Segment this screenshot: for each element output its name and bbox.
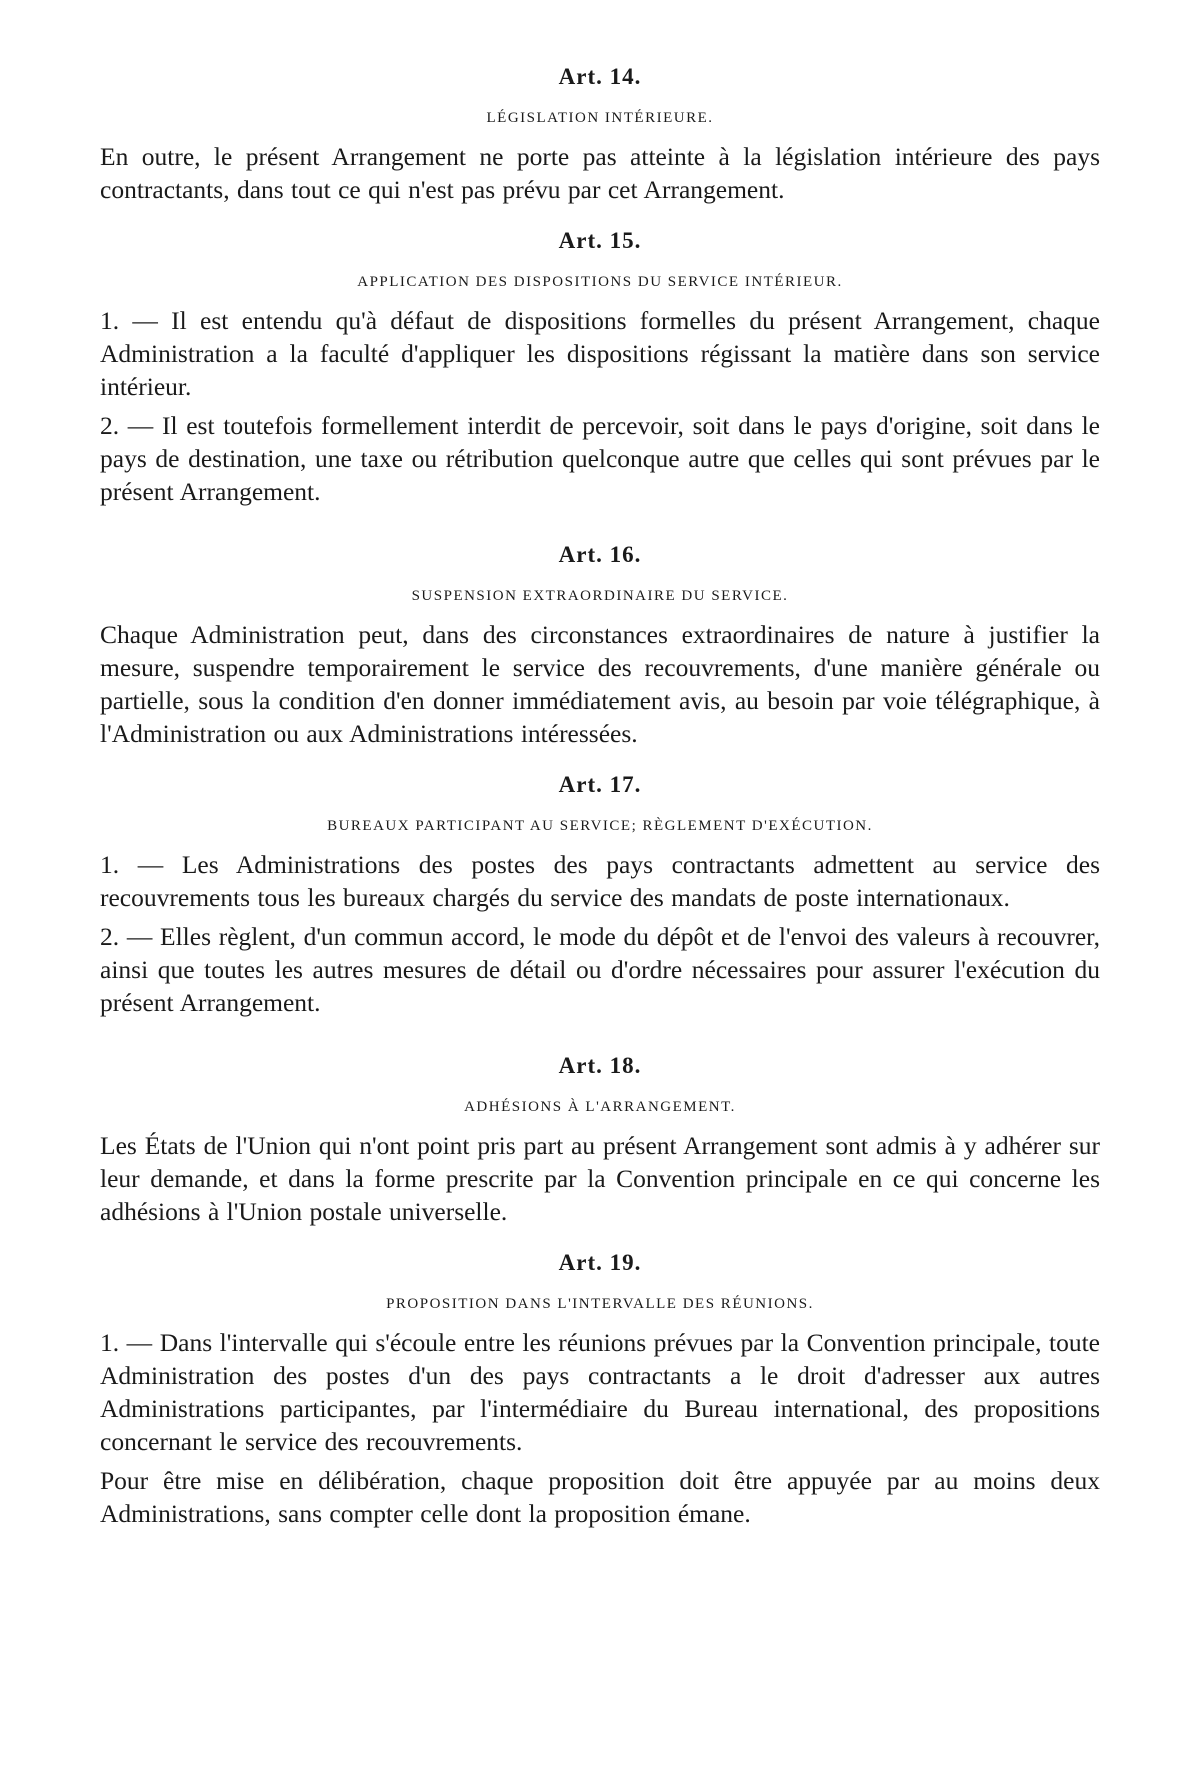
paragraph: 2. — Elles règlent, d'un commun accord, le mode du dépôt et de l'envoi des valeurs à recouvrer, ainsi que toutes les autres mesures de détail ou d'ordre nécessaires pour assurer l'exécution du présent Arrangement. — [100, 922, 1100, 1017]
article-17 — [100, 770, 1100, 1019]
article-heading: APPLICATION DES DISPOSITIONS DU SERVICE INTÉRIEUR. — [357, 274, 843, 290]
article-heading: SUSPENSION EXTRAORDINAIRE DU SERVICE. — [411, 588, 789, 604]
paragraph: Les États de l'Union qui n'ont point pris part au présent Arrangement sont admis à y adhérer sur leur demande, et dans la forme prescrite par la Convention principale en ce qui concerne les adhésions à l'Union postale universelle. — [100, 1131, 1100, 1226]
article-title: Art. 16. — [558, 542, 642, 567]
article-title: Art. 19. — [558, 1250, 642, 1275]
article-heading: BUREAUX PARTICIPANT AU SERVICE; RÈGLEMENT D'EXÉCUTION. — [327, 818, 873, 834]
article-15 — [100, 226, 1100, 508]
article-14 — [100, 62, 1100, 206]
paragraph: En outre, le présent Arrangement ne porte pas atteinte à la législation intérieure des pays contractants, dans tout ce qui n'est pas prévu par cet Arrangement. — [100, 142, 1100, 204]
article-heading: PROPOSITION DANS L'INTERVALLE DES RÉUNIONS. — [386, 1296, 814, 1312]
article-19 — [100, 1248, 1100, 1530]
article-heading: ADHÉSIONS À L'ARRANGEMENT. — [464, 1099, 736, 1115]
article-title: Art. 17. — [558, 772, 642, 797]
article-title: Art. 15. — [558, 228, 642, 253]
paragraph: Chaque Administration peut, dans des circonstances extraordinaires de nature à justifier la mesure, suspendre temporairement le service des recouvrements, d'une manière générale ou partielle, sous la condition d'en donner immédiatement avis, au besoin par voie télégraphique, à l'Administration ou aux Administrations intéressées. — [100, 620, 1100, 748]
paragraph: 1. — Les Administrations des postes des pays contractants admettent au service des recouvrements tous les bureaux chargés du service des mandats de poste internationaux. — [100, 850, 1100, 912]
paragraph: 2. — Il est toutefois formellement interdit de percevoir, soit dans le pays d'origine, soit dans le pays de destination, une taxe ou rétribution quelconque autre que celles qui sont prévues par le présent Arrangement. — [100, 411, 1100, 506]
paragraph: 1. — Il est entendu qu'à défaut de dispositions formelles du présent Arrangement, chaque Administration a la faculté d'appliquer les dispositions régissant la matière dans son service intérieur. — [100, 306, 1100, 401]
page-content — [100, 62, 1100, 1536]
paragraph: Pour être mise en délibération, chaque proposition doit être appuyée par au moins deux Administrations, sans compter celle dont la proposition émane. — [100, 1466, 1100, 1528]
article-18 — [100, 1051, 1100, 1228]
paragraph: 1. — Dans l'intervalle qui s'écoule entre les réunions prévues par la Convention principale, toute Administration des postes d'un des pays contractants a le droit d'adresser aux autres Administrations participantes, par l'intermédiaire du Bureau international, des propositions concernant le service des recouvrements. — [100, 1328, 1100, 1456]
article-16 — [100, 540, 1100, 750]
article-title: Art. 14. — [558, 64, 642, 89]
article-title: Art. 18. — [558, 1053, 642, 1078]
article-heading: LÉGISLATION INTÉRIEURE. — [486, 110, 714, 126]
